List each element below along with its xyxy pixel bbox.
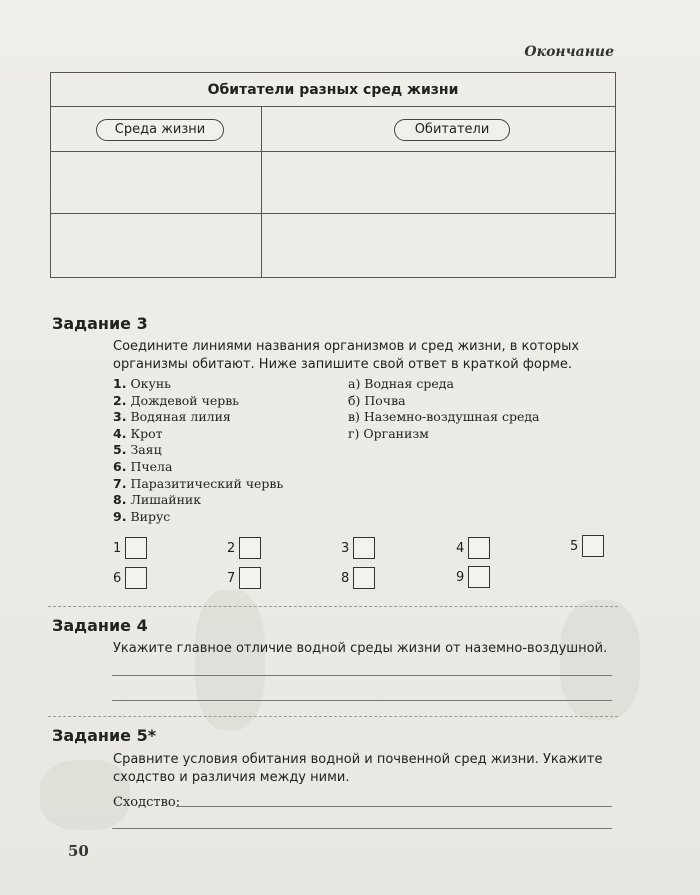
section-divider bbox=[48, 606, 618, 607]
task5-heading: Задание 5* bbox=[52, 726, 157, 745]
similarity-label: Сходство: bbox=[113, 795, 181, 810]
answer-line[interactable] bbox=[112, 828, 612, 829]
table-row-divider bbox=[51, 151, 615, 152]
answer-field[interactable] bbox=[582, 535, 604, 557]
similarity-answer-line[interactable] bbox=[176, 806, 612, 807]
list-item[interactable]: 7. Паразитический червь bbox=[113, 475, 284, 491]
answer-field[interactable] bbox=[468, 566, 490, 588]
answer-field[interactable] bbox=[353, 567, 375, 589]
list-item[interactable]: 6. Пчела bbox=[113, 458, 173, 474]
list-item[interactable]: в) Наземно-воздушная среда bbox=[348, 409, 540, 425]
answer-field[interactable] bbox=[125, 567, 147, 589]
column-header-environment: Среда жизни bbox=[96, 119, 224, 141]
page-number: 50 bbox=[68, 842, 89, 860]
table-row-divider bbox=[51, 213, 615, 214]
answer-line[interactable] bbox=[112, 700, 612, 701]
show-through-shape bbox=[195, 590, 265, 730]
task3-heading: Задание 3 bbox=[52, 314, 148, 333]
organism-list bbox=[113, 376, 283, 525]
task4-heading: Задание 4 bbox=[52, 616, 148, 635]
list-item[interactable]: 9. Вирус bbox=[113, 508, 171, 524]
task4-instructions: Укажите главное отличие водной среды жизни от наземно-воздушной. bbox=[113, 641, 608, 656]
table-column-divider bbox=[261, 107, 262, 278]
answer-line[interactable] bbox=[112, 675, 612, 676]
answer-field[interactable] bbox=[125, 537, 147, 559]
list-item[interactable]: 2. Дождевой червь bbox=[113, 392, 240, 408]
list-item[interactable]: 1. Окунь bbox=[113, 376, 171, 391]
habitats-table-title: Обитатели разных сред жизни bbox=[51, 73, 615, 107]
list-item[interactable]: б) Почва bbox=[348, 392, 406, 408]
running-head: Окончание bbox=[524, 44, 614, 60]
answer-field[interactable] bbox=[468, 537, 490, 559]
list-item[interactable]: 5. Заяц bbox=[113, 442, 162, 458]
answer-field[interactable] bbox=[353, 537, 375, 559]
environment-list bbox=[348, 376, 540, 442]
answer-field[interactable] bbox=[239, 567, 261, 589]
habitats-table bbox=[50, 72, 616, 278]
list-item[interactable]: а) Водная среда bbox=[348, 376, 454, 391]
list-item[interactable]: г) Организм bbox=[348, 425, 429, 441]
task3-instructions: Соедините линиями названия организмов и сред жизни, в которых организмы обитают. Ниже запишите свой ответ в краткой форме. bbox=[113, 339, 580, 372]
task5-instructions: Сравните условия обитания водной и почвенной сред жизни. Укажите сходство и различия между ними. bbox=[113, 752, 603, 785]
list-item[interactable]: 8. Лишайник bbox=[113, 492, 202, 508]
list-item[interactable]: 4. Крот bbox=[113, 425, 163, 441]
workbook-page: Окончание Обитатели разных сред жизни Среда жизни Обитатели Задание 3 Соедините линиями названия организмов и сред жизни, в которых организмы обитают. Ниже запишите свой ответ в краткой форме. 1. Окунь 2. Дождевой червь 3. Водяная лилия 4. Крот 5. Заяц 6. Пчела 7. Паразитический червь 8. Лишайник 9. Вирус а) Водная среда б) Почва в) Наземно-воздушная среда г) Организм 1 2 3 4 5 6 7 8 9 Задание 4 Укажите главное отличие водной среды жизни от наземно-воздушной. Задание 5* Сравните условия обитания водной и почвенной сред жизни. Укажите сходство и различия между ними. Сходство: 50 bbox=[0, 0, 700, 895]
column-header-inhabitants: Обитатели bbox=[394, 119, 510, 141]
show-through-shape bbox=[560, 600, 640, 720]
list-item[interactable]: 3. Водяная лилия bbox=[113, 409, 231, 425]
answer-field[interactable] bbox=[239, 537, 261, 559]
section-divider bbox=[48, 716, 618, 717]
